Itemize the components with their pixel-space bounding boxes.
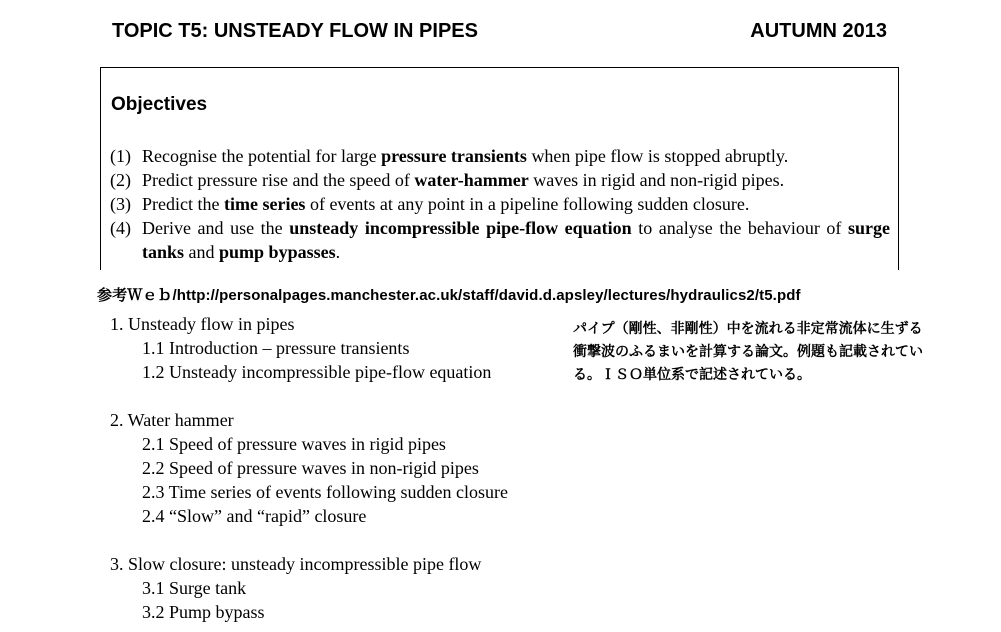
note-line: 衝撃波のふるまいを計算する論文。例題も記載されてい: [573, 344, 923, 360]
objective-number: (2): [110, 170, 131, 190]
toc-section: [110, 312, 508, 384]
toc-section-title: 2. Water hammer: [110, 410, 234, 430]
toc-subsection: 3.1 Surge tank: [142, 578, 247, 598]
objective-fragment: waves in rigid and non-rigid pipes.: [528, 170, 785, 190]
objective-fragment: Predict pressure rise and the speed of: [142, 170, 415, 190]
objective-item: [110, 216, 890, 264]
objective-number: (4): [110, 218, 131, 238]
objective-keyword: time series: [223, 194, 306, 214]
objective-fragment: of events at any point in a pipeline following sudden closure.: [305, 194, 750, 214]
objective-item: [110, 192, 890, 216]
toc-section-title: 3. Slow closure: unsteady incompressible pipe flow: [110, 554, 482, 574]
objective-item: [110, 168, 890, 192]
objective-text: [142, 168, 890, 192]
term-label: AUTUMN 2013: [750, 20, 887, 42]
objective-fragment: to analyse the behaviour of: [631, 218, 849, 238]
japanese-note: [573, 318, 983, 387]
objective-text: [142, 192, 890, 216]
objectives-list: [110, 144, 890, 264]
note-line: パイプ（剛性、非剛性）中を流れる非定常流体に生ずる: [573, 321, 923, 337]
toc-subsection: 1.1 Introduction – pressure transients: [142, 338, 410, 358]
table-of-contents: [110, 312, 508, 624]
toc-subsection: 2.3 Time series of events following sudden closure: [142, 482, 508, 502]
objective-text: [142, 216, 890, 264]
objective-fragment: .: [335, 242, 341, 262]
toc-subsection: 2.1 Speed of pressure waves in rigid pipes: [142, 434, 446, 454]
objective-keyword: unsteady incompressible pipe-flow equation: [289, 218, 632, 238]
objectives-heading: Objectives: [111, 94, 208, 115]
toc-section: [110, 552, 508, 624]
objective-keyword: surge tanks: [142, 218, 891, 262]
toc-subsection: 2.2 Speed of pressure waves in non-rigid pipes: [142, 458, 479, 478]
objective-text: [142, 144, 890, 168]
objective-fragment: Recognise the potential for large: [142, 146, 382, 166]
objective-number: (3): [110, 194, 131, 214]
objective-fragment: when pipe flow is stopped abruptly.: [526, 146, 789, 166]
objective-keyword: pump bypasses: [219, 242, 336, 262]
toc-subsection: 2.4 “Slow” and “rapid” closure: [142, 506, 367, 526]
note-line: る。ＩＳＯ単位系で記述されている。: [573, 367, 811, 383]
objective-keyword: pressure transients: [381, 146, 527, 166]
objective-fragment: Derive and use the: [142, 218, 290, 238]
objective-keyword: water-hammer: [414, 170, 529, 190]
objective-item: [110, 144, 890, 168]
toc-subsection: 3.2 Pump bypass: [142, 602, 265, 622]
toc-section-title: 1. Unsteady flow in pipes: [110, 314, 295, 334]
toc-section: [110, 408, 508, 528]
toc-subsection: 1.2 Unsteady incompressible pipe-flow equation: [142, 362, 492, 382]
objective-fragment: and: [184, 242, 220, 262]
objectives-box: [100, 67, 899, 270]
objective-fragment: Predict the: [142, 194, 224, 214]
document-title: TOPIC T5: UNSTEADY FLOW IN PIPES: [112, 20, 478, 42]
reference-url: 参考Ｗｅｂ/http://personalpages.manchester.ac.uk/staff/david.d.apsley/lectures/hydraulics2/t5.pdf: [97, 287, 801, 304]
objective-number: (1): [110, 146, 131, 166]
